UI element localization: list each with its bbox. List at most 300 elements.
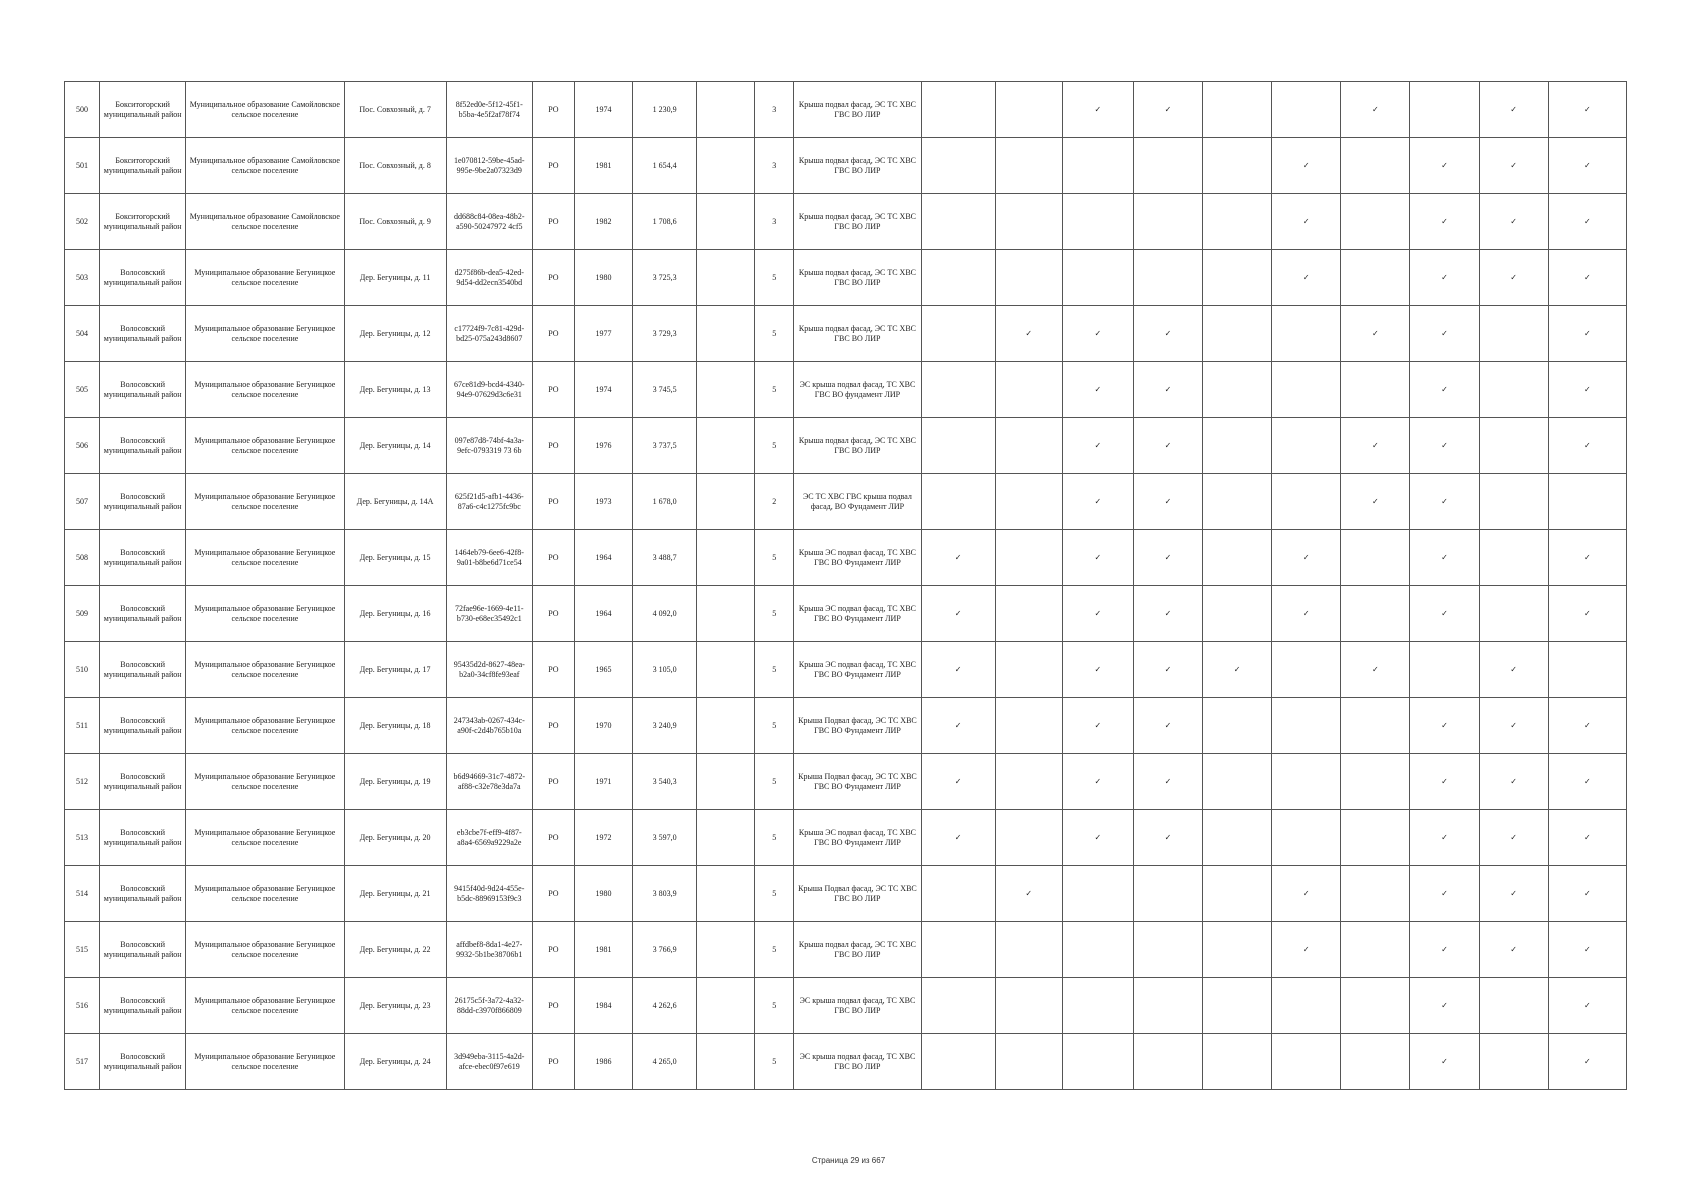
guid-cell: 67ce81d9-bcd4-4340-94e9-07629d3c6e31 [446, 362, 532, 418]
municipality-cell: Муниципальное образование Бегуницкое сельское поселение [186, 922, 344, 978]
check-cell-8 [1410, 1034, 1479, 1090]
table-row [65, 82, 1627, 138]
extra-cell [697, 82, 755, 138]
checkmark-icon: ✓ [1441, 944, 1448, 954]
municipality-cell: Муниципальное образование Бегуницкое сельское поселение [186, 250, 344, 306]
check-cell-7 [1341, 418, 1410, 474]
type-cell: РО [532, 138, 574, 194]
district-cell: Волосовский муниципальный район [100, 362, 186, 418]
row-number-cell: 517 [65, 1034, 100, 1090]
check-cell-3 [1062, 586, 1133, 642]
checkmark-icon: ✓ [954, 832, 962, 842]
check-cell-5 [1203, 82, 1272, 138]
district-cell: Волосовский муниципальный район [100, 754, 186, 810]
check-cell-5 [1203, 922, 1272, 978]
check-cell-2 [995, 362, 1062, 418]
works-cell: Крыша подвал фасад, ЭС ТС ХВС ГВС ВО ЛИР [794, 306, 921, 362]
check-cell-9 [1479, 418, 1548, 474]
year-cell: 1972 [574, 810, 632, 866]
guid-cell: b6d94669-31c7-4872-af88-c32e78e3da7a [446, 754, 532, 810]
check-cell-8 [1410, 530, 1479, 586]
extra-cell [697, 922, 755, 978]
type-cell: РО [532, 754, 574, 810]
row-number-cell: 512 [65, 754, 100, 810]
municipality-cell: Муниципальное образование Самойловское сельское поселение [186, 138, 344, 194]
check-cell-1 [921, 754, 995, 810]
floors-cell: 5 [755, 418, 794, 474]
checkmark-icon: ✓ [1584, 776, 1591, 786]
year-cell: 1973 [574, 474, 632, 530]
check-cell-1 [921, 250, 995, 306]
extra-cell [697, 194, 755, 250]
check-cell-5 [1203, 418, 1272, 474]
guid-cell: eb3cbe7f-eff9-4f87-a8a4-6569a9229a2e [446, 810, 532, 866]
check-cell-7 [1341, 866, 1410, 922]
address-cell: Дер. Бегуницы, д. 24 [344, 1034, 446, 1090]
checkmark-icon: ✓ [1164, 552, 1172, 562]
address-cell: Дер. Бегуницы, д. 14А [344, 474, 446, 530]
check-cell-9 [1479, 810, 1548, 866]
year-cell: 1981 [574, 922, 632, 978]
row-number-cell: 510 [65, 642, 100, 698]
check-cell-4 [1133, 642, 1202, 698]
works-cell: Крыша ЭС подвал фасад, ТС ХВС ГВС ВО Фундамент ЛИР [794, 810, 921, 866]
check-cell-3 [1062, 306, 1133, 362]
checkmark-icon: ✓ [1094, 496, 1102, 506]
checkmark-icon: ✓ [1164, 664, 1172, 674]
checkmark-icon: ✓ [1441, 832, 1448, 842]
checkmark-icon: ✓ [1164, 496, 1172, 506]
checkmark-icon: ✓ [1441, 1056, 1448, 1066]
type-cell: РО [532, 194, 574, 250]
check-cell-2 [995, 530, 1062, 586]
area-cell: 3 803,9 [633, 866, 697, 922]
check-cell-9 [1479, 530, 1548, 586]
table-row [65, 418, 1627, 474]
extra-cell [697, 978, 755, 1034]
checkmark-icon: ✓ [1164, 104, 1172, 114]
check-cell-6 [1272, 1034, 1341, 1090]
extra-cell [697, 754, 755, 810]
check-cell-1 [921, 1034, 995, 1090]
area-cell: 1 230,9 [633, 82, 697, 138]
floors-cell: 5 [755, 866, 794, 922]
area-cell: 3 725,3 [633, 250, 697, 306]
check-cell-7 [1341, 698, 1410, 754]
guid-cell: 1464eb79-6ee6-42f8-9a01-b8be6d71ce54 [446, 530, 532, 586]
check-cell-6 [1272, 138, 1341, 194]
area-cell: 3 105,0 [633, 642, 697, 698]
checkmark-icon: ✓ [1584, 888, 1591, 898]
check-cell-10 [1548, 642, 1626, 698]
check-cell-8 [1410, 418, 1479, 474]
row-number-cell: 515 [65, 922, 100, 978]
check-cell-10 [1548, 250, 1626, 306]
check-cell-4 [1133, 194, 1202, 250]
check-cell-6 [1272, 754, 1341, 810]
checkmark-icon: ✓ [1164, 720, 1172, 730]
type-cell: РО [532, 250, 574, 306]
municipality-cell: Муниципальное образование Бегуницкое сельское поселение [186, 306, 344, 362]
checkmark-icon: ✓ [1441, 888, 1448, 898]
type-cell: РО [532, 978, 574, 1034]
page-number: Страница 29 из 667 [811, 1156, 886, 1165]
check-cell-10 [1548, 698, 1626, 754]
check-cell-9 [1479, 1034, 1548, 1090]
floors-cell: 5 [755, 306, 794, 362]
checkmark-icon: ✓ [1164, 440, 1172, 450]
check-cell-6 [1272, 82, 1341, 138]
checkmark-icon: ✓ [1584, 160, 1591, 170]
checkmark-icon: ✓ [1302, 216, 1310, 226]
checkmark-icon: ✓ [1441, 160, 1448, 170]
checkmark-icon: ✓ [1094, 328, 1102, 338]
checkmark-icon: ✓ [1584, 552, 1591, 562]
guid-cell: 3d949eba-3115-4a2d-afce-ebec0f97e619 [446, 1034, 532, 1090]
extra-cell [697, 250, 755, 306]
year-cell: 1976 [574, 418, 632, 474]
check-cell-7 [1341, 642, 1410, 698]
check-cell-6 [1272, 698, 1341, 754]
table-row [65, 530, 1627, 586]
checkmark-icon: ✓ [1584, 440, 1591, 450]
checkmark-icon: ✓ [954, 664, 962, 674]
checkmark-icon: ✓ [1302, 552, 1310, 562]
area-cell: 1 678,0 [633, 474, 697, 530]
check-cell-10 [1548, 1034, 1626, 1090]
check-cell-9 [1479, 698, 1548, 754]
checkmark-icon: ✓ [1025, 328, 1033, 338]
row-number-cell: 516 [65, 978, 100, 1034]
check-cell-3 [1062, 754, 1133, 810]
floors-cell: 5 [755, 362, 794, 418]
check-cell-5 [1203, 194, 1272, 250]
works-cell: ЭС крыша подвал фасад, ТС ХВС ГВС ВО ЛИР [794, 978, 921, 1034]
checkmark-icon: ✓ [1094, 664, 1102, 674]
checkmark-icon: ✓ [1094, 384, 1102, 394]
extra-cell [697, 866, 755, 922]
check-cell-5 [1203, 642, 1272, 698]
row-number-cell: 505 [65, 362, 100, 418]
check-cell-3 [1062, 978, 1133, 1034]
checkmark-icon: ✓ [1302, 608, 1310, 618]
check-cell-8 [1410, 194, 1479, 250]
works-cell: Крыша подвал фасад, ЭС ТС ХВС ГВС ВО ЛИР [794, 418, 921, 474]
check-cell-4 [1133, 1034, 1202, 1090]
check-cell-1 [921, 586, 995, 642]
district-cell: Волосовский муниципальный район [100, 922, 186, 978]
checkmark-icon: ✓ [954, 608, 962, 618]
check-cell-4 [1133, 418, 1202, 474]
guid-cell: 72fae96e-1669-4e11-b730-e68ec35492c1 [446, 586, 532, 642]
year-cell: 1971 [574, 754, 632, 810]
area-cell: 3 745,5 [633, 362, 697, 418]
check-cell-4 [1133, 82, 1202, 138]
address-cell: Дер. Бегуницы, д. 17 [344, 642, 446, 698]
floors-cell: 5 [755, 922, 794, 978]
check-cell-8 [1410, 82, 1479, 138]
area-cell: 1 654,4 [633, 138, 697, 194]
table-row [65, 138, 1627, 194]
check-cell-6 [1272, 362, 1341, 418]
area-cell: 3 540,3 [633, 754, 697, 810]
table-row [65, 754, 1627, 810]
area-cell: 3 240,9 [633, 698, 697, 754]
checkmark-icon: ✓ [1441, 720, 1448, 730]
table-row [65, 586, 1627, 642]
extra-cell [697, 642, 755, 698]
check-cell-1 [921, 418, 995, 474]
checkmark-icon: ✓ [1164, 776, 1172, 786]
check-cell-2 [995, 586, 1062, 642]
checkmark-icon: ✓ [1372, 664, 1379, 674]
check-cell-3 [1062, 418, 1133, 474]
check-cell-9 [1479, 138, 1548, 194]
municipality-cell: Муниципальное образование Бегуницкое сельское поселение [186, 978, 344, 1034]
check-cell-8 [1410, 306, 1479, 362]
area-cell: 3 729,3 [633, 306, 697, 362]
checkmark-icon: ✓ [954, 552, 962, 562]
checkmark-icon: ✓ [1441, 272, 1448, 282]
guid-cell: 9415f40d-9d24-455e-b5dc-88969153f9c3 [446, 866, 532, 922]
check-cell-7 [1341, 362, 1410, 418]
extra-cell [697, 362, 755, 418]
district-cell: Волосовский муниципальный район [100, 810, 186, 866]
check-cell-4 [1133, 698, 1202, 754]
check-cell-6 [1272, 194, 1341, 250]
check-cell-5 [1203, 754, 1272, 810]
year-cell: 1964 [574, 530, 632, 586]
address-cell: Дер. Бегуницы, д. 20 [344, 810, 446, 866]
check-cell-6 [1272, 642, 1341, 698]
check-cell-10 [1548, 978, 1626, 1034]
check-cell-8 [1410, 138, 1479, 194]
check-cell-2 [995, 978, 1062, 1034]
check-cell-8 [1410, 866, 1479, 922]
check-cell-9 [1479, 978, 1548, 1034]
check-cell-9 [1479, 922, 1548, 978]
table-row [65, 1034, 1627, 1090]
check-cell-4 [1133, 586, 1202, 642]
check-cell-4 [1133, 978, 1202, 1034]
check-cell-10 [1548, 810, 1626, 866]
check-cell-1 [921, 362, 995, 418]
type-cell: РО [532, 362, 574, 418]
works-cell: Крыша подвал фасад, ЭС ТС ХВС ГВС ВО ЛИР [794, 250, 921, 306]
check-cell-8 [1410, 250, 1479, 306]
address-cell: Пос. Совхозный, д. 8 [344, 138, 446, 194]
check-cell-10 [1548, 82, 1626, 138]
check-cell-4 [1133, 306, 1202, 362]
guid-cell: affdbef8-8da1-4e27-9932-5b1be38706b1 [446, 922, 532, 978]
check-cell-3 [1062, 82, 1133, 138]
row-number-cell: 502 [65, 194, 100, 250]
checkmark-icon: ✓ [1094, 608, 1102, 618]
check-cell-8 [1410, 586, 1479, 642]
check-cell-9 [1479, 306, 1548, 362]
check-cell-2 [995, 194, 1062, 250]
check-cell-1 [921, 922, 995, 978]
checkmark-icon: ✓ [1510, 888, 1517, 898]
check-cell-7 [1341, 306, 1410, 362]
check-cell-6 [1272, 250, 1341, 306]
check-cell-5 [1203, 866, 1272, 922]
district-cell: Волосовский муниципальный район [100, 1034, 186, 1090]
check-cell-3 [1062, 642, 1133, 698]
row-number-cell: 509 [65, 586, 100, 642]
type-cell: РО [532, 698, 574, 754]
type-cell: РО [532, 866, 574, 922]
checkmark-icon: ✓ [1584, 216, 1591, 226]
checkmark-icon: ✓ [1164, 384, 1172, 394]
floors-cell: 5 [755, 250, 794, 306]
year-cell: 1981 [574, 138, 632, 194]
checkmark-icon: ✓ [1302, 888, 1310, 898]
checkmark-icon: ✓ [1233, 664, 1241, 674]
floors-cell: 3 [755, 138, 794, 194]
floors-cell: 5 [755, 586, 794, 642]
check-cell-1 [921, 530, 995, 586]
table-row [65, 362, 1627, 418]
checkmark-icon: ✓ [954, 720, 962, 730]
check-cell-1 [921, 978, 995, 1034]
check-cell-1 [921, 474, 995, 530]
check-cell-10 [1548, 474, 1626, 530]
check-cell-8 [1410, 810, 1479, 866]
district-cell: Волосовский муниципальный район [100, 530, 186, 586]
municipality-cell: Муниципальное образование Самойловское сельское поселение [186, 194, 344, 250]
guid-cell: 8f52ed0e-5f12-45f1-b5ba-4e5f2af78f74 [446, 82, 532, 138]
check-cell-7 [1341, 978, 1410, 1034]
district-cell: Волосовский муниципальный район [100, 250, 186, 306]
checkmark-icon: ✓ [1094, 832, 1102, 842]
row-number-cell: 500 [65, 82, 100, 138]
address-cell: Дер. Бегуницы, д. 15 [344, 530, 446, 586]
check-cell-4 [1133, 362, 1202, 418]
guid-cell: 1e070812-59be-45ad-995e-9be2a07323d9 [446, 138, 532, 194]
checkmark-icon: ✓ [1441, 552, 1448, 562]
row-number-cell: 513 [65, 810, 100, 866]
works-cell: ЭС ТС ХВС ГВС крыша подвал фасад, ВО Фундамент ЛИР [794, 474, 921, 530]
floors-cell: 5 [755, 642, 794, 698]
check-cell-7 [1341, 586, 1410, 642]
check-cell-2 [995, 922, 1062, 978]
type-cell: РО [532, 418, 574, 474]
works-cell: Крыша Подвал фасад, ЭС ТС ХВС ГВС ВО Фундамент ЛИР [794, 698, 921, 754]
check-cell-2 [995, 138, 1062, 194]
check-cell-6 [1272, 978, 1341, 1034]
district-cell: Бокситогорский муниципальный район [100, 82, 186, 138]
address-cell: Дер. Бегуницы, д. 13 [344, 362, 446, 418]
row-number-cell: 511 [65, 698, 100, 754]
checkmark-icon: ✓ [1584, 944, 1591, 954]
check-cell-1 [921, 306, 995, 362]
check-cell-7 [1341, 138, 1410, 194]
area-cell: 1 708,6 [633, 194, 697, 250]
address-cell: Дер. Бегуницы, д. 14 [344, 418, 446, 474]
table-row [65, 306, 1627, 362]
row-number-cell: 507 [65, 474, 100, 530]
check-cell-5 [1203, 586, 1272, 642]
check-cell-6 [1272, 810, 1341, 866]
check-cell-6 [1272, 922, 1341, 978]
check-cell-10 [1548, 530, 1626, 586]
check-cell-3 [1062, 698, 1133, 754]
check-cell-10 [1548, 754, 1626, 810]
type-cell: РО [532, 810, 574, 866]
check-cell-2 [995, 418, 1062, 474]
table-row [65, 922, 1627, 978]
check-cell-4 [1133, 530, 1202, 586]
check-cell-7 [1341, 1034, 1410, 1090]
check-cell-3 [1062, 250, 1133, 306]
checkmark-icon: ✓ [1094, 720, 1102, 730]
checkmark-icon: ✓ [1441, 496, 1448, 506]
extra-cell [697, 1034, 755, 1090]
checkmark-icon: ✓ [1441, 440, 1448, 450]
address-cell: Пос. Совхозный, д. 7 [344, 82, 446, 138]
floors-cell: 5 [755, 1034, 794, 1090]
check-cell-10 [1548, 138, 1626, 194]
row-number-cell: 504 [65, 306, 100, 362]
check-cell-4 [1133, 754, 1202, 810]
district-cell: Волосовский муниципальный район [100, 474, 186, 530]
checkmark-icon: ✓ [1584, 832, 1591, 842]
extra-cell [697, 306, 755, 362]
works-cell: Крыша подвал фасад, ЭС ТС ХВС ГВС ВО ЛИР [794, 922, 921, 978]
year-cell: 1977 [574, 306, 632, 362]
address-cell: Дер. Бегуницы, д. 19 [344, 754, 446, 810]
floors-cell: 3 [755, 82, 794, 138]
check-cell-9 [1479, 754, 1548, 810]
works-cell: Крыша подвал фасад, ЭС ТС ХВС ГВС ВО ЛИР [794, 194, 921, 250]
check-cell-1 [921, 866, 995, 922]
check-cell-2 [995, 306, 1062, 362]
table-row [65, 810, 1627, 866]
guid-cell: 625f21d5-afb1-4436-87a6-c4c1275fc9bc [446, 474, 532, 530]
district-cell: Бокситогорский муниципальный район [100, 194, 186, 250]
check-cell-3 [1062, 1034, 1133, 1090]
check-cell-8 [1410, 978, 1479, 1034]
check-cell-9 [1479, 194, 1548, 250]
floors-cell: 5 [755, 698, 794, 754]
extra-cell [697, 138, 755, 194]
checkmark-icon: ✓ [1164, 328, 1172, 338]
guid-cell: c17724f9-7c81-429d-bd25-075a243d8607 [446, 306, 532, 362]
year-cell: 1984 [574, 978, 632, 1034]
address-cell: Дер. Бегуницы, д. 16 [344, 586, 446, 642]
district-cell: Волосовский муниципальный район [100, 698, 186, 754]
floors-cell: 5 [755, 810, 794, 866]
check-cell-5 [1203, 978, 1272, 1034]
check-cell-10 [1548, 866, 1626, 922]
check-cell-7 [1341, 474, 1410, 530]
check-cell-9 [1479, 474, 1548, 530]
check-cell-8 [1410, 922, 1479, 978]
check-cell-8 [1410, 642, 1479, 698]
checkmark-icon: ✓ [1094, 552, 1102, 562]
check-cell-3 [1062, 530, 1133, 586]
check-cell-10 [1548, 362, 1626, 418]
district-cell: Волосовский муниципальный район [100, 978, 186, 1034]
check-cell-2 [995, 474, 1062, 530]
floors-cell: 5 [755, 754, 794, 810]
checkmark-icon: ✓ [1510, 944, 1517, 954]
check-cell-2 [995, 1034, 1062, 1090]
check-cell-10 [1548, 306, 1626, 362]
area-cell: 3 766,9 [633, 922, 697, 978]
check-cell-2 [995, 866, 1062, 922]
